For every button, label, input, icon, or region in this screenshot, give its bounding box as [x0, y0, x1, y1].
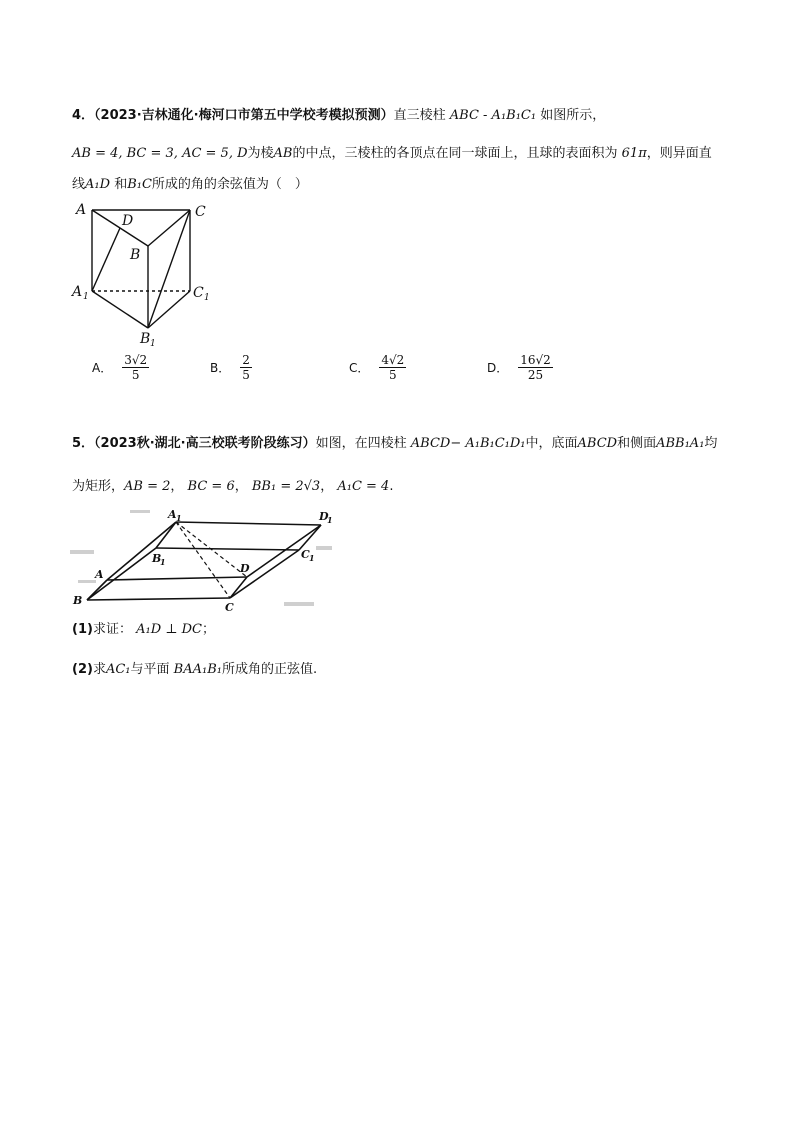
- q5-line-1: [72, 435, 717, 453]
- label-D1-sub: 1: [327, 515, 333, 525]
- q5-stem-c: 和侧面: [617, 436, 657, 451]
- label-A1: A: [168, 508, 177, 521]
- option-label: B．: [210, 361, 231, 375]
- q5-part2-ac1: AC₁: [105, 662, 131, 677]
- edge-AD: [107, 577, 247, 580]
- fraction-numerator: 3√2: [124, 353, 148, 367]
- label-B: B: [130, 247, 141, 263]
- q4-line3-b1c: B₁C: [127, 177, 152, 192]
- q5-part1-expr: A₁D ⊥ DC: [136, 622, 202, 637]
- label-C1: C: [301, 548, 310, 561]
- edge-A1A: [107, 522, 176, 580]
- q5-part2-text-b: 与平面: [130, 662, 170, 677]
- label-A1: A: [72, 284, 83, 300]
- q4-line2-text-b: 的中点，三棱柱的各顶点在同一球面上，且球的表面积为: [292, 146, 618, 161]
- q4-line2-text-c: ，则异面直: [646, 146, 712, 161]
- q5-part2-text-c: 所成角的正弦值.: [221, 662, 318, 677]
- label-A: A: [76, 202, 87, 218]
- q5-given-ab: AB = 2: [124, 479, 171, 494]
- fraction-denominator: 5: [389, 368, 397, 382]
- segment-A1C-hidden: [176, 522, 230, 598]
- label-C1-sub: 1: [204, 293, 210, 303]
- label-B1: B: [152, 552, 162, 565]
- q4-line-1: [72, 107, 605, 125]
- edge-A1B1: [92, 291, 148, 328]
- q5-stem-a: 如图，在四棱柱: [315, 436, 407, 451]
- q5-given-bc: BC = 6: [187, 479, 235, 494]
- q5-base: ABCD: [577, 436, 618, 451]
- q4-option-a[interactable]: [92, 353, 149, 382]
- q5-line2-end: .: [389, 479, 394, 494]
- q4-line-3: [72, 176, 308, 194]
- q4-prism: ABC - A₁B₁C₁: [449, 108, 537, 123]
- q5-sep: ，: [170, 479, 184, 494]
- q5-part-1: [72, 621, 215, 639]
- q4-prism-figure: [68, 198, 228, 348]
- q5-part1-text: 求证：: [92, 622, 132, 637]
- label-A1-sub: 1: [83, 292, 89, 302]
- q5-given-a1c: A₁C = 4: [337, 479, 390, 494]
- q5-sep: ，: [320, 479, 334, 494]
- edge-A1D1: [176, 522, 321, 525]
- q5-sep: ，: [234, 479, 248, 494]
- edge-BC: [87, 598, 230, 600]
- edge-D1D: [247, 525, 321, 577]
- option-fraction: [122, 353, 149, 382]
- q4-sphere-area: 61π: [621, 146, 647, 161]
- label-B1-sub: 1: [150, 339, 156, 348]
- q5-part2-text-a: 求: [92, 662, 106, 677]
- q4-line3-a1d: A₁D: [85, 177, 111, 192]
- label-A1-sub: 1: [176, 513, 182, 523]
- edge-A1B1: [156, 522, 176, 548]
- q4-line2-ab: AB: [273, 146, 293, 161]
- q4-stem-a: 直三棱柱: [393, 108, 446, 123]
- option-label: D．: [487, 361, 509, 375]
- label-D1: D: [319, 510, 329, 523]
- q4-line-2: [72, 145, 712, 163]
- q4-line3-a: 线: [72, 177, 86, 192]
- label-C: C: [195, 204, 206, 220]
- label-C1: C: [193, 285, 204, 301]
- q4-source: （2023·吉林通化·梅河口市第五中学校考模拟预测）: [94, 108, 394, 123]
- label-B: B: [73, 594, 83, 607]
- q5-part1-end: ；: [201, 622, 215, 637]
- option-fraction: [240, 353, 252, 382]
- option-fraction: [518, 353, 553, 382]
- q5-stem-b: 中，底面: [525, 436, 578, 451]
- q5-part1-number: (1): [72, 622, 93, 637]
- edge-B1C1: [156, 548, 299, 550]
- label-C1-sub: 1: [309, 553, 315, 563]
- q4-given-expr: AB = 4, BC = 3, AC = 5, D: [72, 146, 248, 161]
- fraction-denominator: 25: [527, 368, 544, 382]
- q4-option-c[interactable]: [349, 353, 406, 382]
- fraction-denominator: 5: [131, 368, 140, 382]
- q5-part2-plane: BAA₁B₁: [173, 662, 222, 677]
- q4-number: 4．: [72, 108, 95, 123]
- q5-stem-d: 均: [704, 436, 718, 451]
- fraction-numerator: 16√2: [520, 353, 551, 367]
- option-label: C．: [349, 361, 370, 375]
- q5-line-2: [72, 478, 393, 496]
- q4-line3-b: 和: [114, 177, 128, 192]
- q5-part2-number: (2): [72, 662, 93, 677]
- option-fraction: [379, 353, 406, 382]
- q5-prism-figure: [70, 508, 338, 616]
- q4-option-b[interactable]: [210, 353, 252, 382]
- label-A: A: [95, 568, 104, 581]
- label-B1: B: [140, 331, 151, 347]
- q4-line2-text-a: 为棱: [247, 146, 274, 161]
- fraction-numerator: 2: [242, 353, 250, 367]
- q5-line2-a: 为矩形，: [72, 479, 125, 494]
- label-C: C: [225, 601, 234, 614]
- segment-A1D: [92, 228, 120, 291]
- q4-option-d[interactable]: [487, 353, 553, 382]
- fraction-denominator: 5: [242, 368, 250, 382]
- label-D: D: [240, 562, 250, 575]
- fraction-numerator: 4√2: [381, 353, 405, 367]
- q5-side: ABB₁A₁: [656, 436, 705, 451]
- q5-prism: ABCD− A₁B₁C₁D₁: [410, 436, 526, 451]
- q4-line3-c: 所成的角的余弦值为（ ）: [151, 177, 308, 192]
- label-B1-sub: 1: [160, 557, 166, 567]
- q5-given-bb1: BB₁ = 2√3: [251, 479, 321, 494]
- label-D: D: [122, 213, 134, 229]
- q5-part-2: [72, 661, 317, 679]
- option-label: A．: [92, 361, 113, 375]
- q5-number: 5．: [72, 436, 95, 451]
- q5-source: （2023秋·湖北·高三校联考阶段练习）: [94, 436, 316, 451]
- q4-stem-b: 如图所示，: [540, 108, 606, 123]
